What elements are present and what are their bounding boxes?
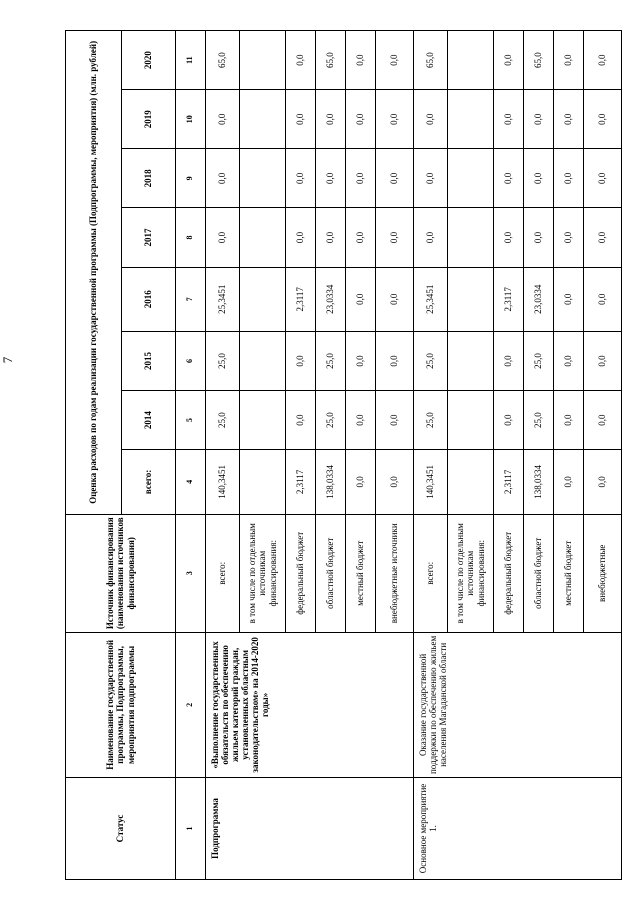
source-cell: областной бюджет [316,514,346,632]
header-status: Статус [66,777,176,879]
header-year: 2014 [122,391,176,450]
year-value-cell: 0,0 [346,149,376,208]
year-value-cell: 0,0 [346,267,376,331]
year-value-cell [240,332,286,391]
total-value-cell [448,450,494,514]
year-value-cell: 0,0 [376,208,414,267]
year-value-cell: 0,0 [346,391,376,450]
total-value-cell: 0,0 [554,450,584,514]
year-value-cell: 0,0 [414,90,448,149]
year-value-cell: 0,0 [524,90,554,149]
year-value-cell: 0,0 [376,149,414,208]
column-number: 7 [176,267,206,331]
total-value-cell [240,450,286,514]
source-cell: в том числе по отдельным источникам финансирования: [448,514,494,632]
source-cell: федеральный бюджет [494,514,524,632]
status-cell: Подпрограмма [206,777,414,879]
total-value-cell: 138,0334 [524,450,554,514]
year-value-cell: 25,0 [524,332,554,391]
year-value-cell: 25,0 [316,391,346,450]
year-value-cell: 25,0 [206,391,240,450]
table-row [206,31,240,880]
program-name-cell: Оказание государственной поддержки по обеспечению жильем населения Магаданской области [414,632,622,777]
header-source: Источник финансирования (наименования источников финансирования) [66,514,176,632]
year-value-cell: 65,0 [316,31,346,90]
year-value-cell: 0,0 [584,149,622,208]
year-value-cell: 25,0 [206,332,240,391]
year-value-cell: 0,0 [494,332,524,391]
total-value-cell: 2,3117 [286,450,316,514]
total-value-cell: 140,3451 [206,450,240,514]
header-year: 2019 [122,90,176,149]
header-total: всего: [122,450,176,514]
rotated-table-container [65,30,620,880]
year-value-cell: 0,0 [316,208,346,267]
source-cell: местный бюджет [346,514,376,632]
year-value-cell: 0,0 [554,31,584,90]
year-value-cell [240,208,286,267]
year-value-cell: 0,0 [286,31,316,90]
column-number: 6 [176,332,206,391]
year-value-cell: 0,0 [376,332,414,391]
year-value-cell: 0,0 [376,31,414,90]
source-cell: внебюджетные источники [376,514,414,632]
year-value-cell [240,31,286,90]
header-year: 2015 [122,332,176,391]
header-year: 2016 [122,267,176,331]
year-value-cell [240,391,286,450]
year-value-cell: 25,0 [414,332,448,391]
column-number: 4 [176,450,206,514]
year-value-cell: 65,0 [206,31,240,90]
header-name: Наименование государственной программы, Подпрограммы, мероприятия подпрограммы [66,632,176,777]
total-value-cell: 140,3451 [414,450,448,514]
year-value-cell: 23,0334 [316,267,346,331]
year-value-cell: 0,0 [346,31,376,90]
year-value-cell: 25,0 [524,391,554,450]
year-value-cell: 25,3451 [414,267,448,331]
year-value-cell: 0,0 [346,332,376,391]
column-number: 1 [176,777,206,879]
header-year: 2020 [122,31,176,90]
year-value-cell: 25,3451 [206,267,240,331]
year-value-cell: 65,0 [414,31,448,90]
table-row [414,31,448,880]
column-number: 2 [176,632,206,777]
year-value-cell: 65,0 [524,31,554,90]
total-value-cell: 0,0 [346,450,376,514]
program-name-cell: «Выполнение государственных обязательств по обеспечению жильем категорий граждан, установленных областным законодательством» на 2014-2020 годы» [206,632,414,777]
year-value-cell: 0,0 [376,267,414,331]
year-value-cell: 25,0 [414,391,448,450]
year-value-cell: 0,0 [554,149,584,208]
year-value-cell: 0,0 [414,149,448,208]
year-value-cell: 0,0 [584,31,622,90]
status-cell: Основное мероприятие 1. [414,777,622,879]
column-number: 9 [176,149,206,208]
year-value-cell [448,391,494,450]
year-value-cell: 0,0 [316,90,346,149]
year-value-cell [448,90,494,149]
table-body [206,31,622,880]
total-value-cell: 138,0334 [316,450,346,514]
year-value-cell: 0,0 [206,90,240,149]
year-value-cell [448,332,494,391]
year-value-cell: 0,0 [376,90,414,149]
year-value-cell: 0,0 [584,267,622,331]
year-value-cell: 0,0 [554,391,584,450]
year-value-cell: 0,0 [346,90,376,149]
column-number: 8 [176,208,206,267]
year-value-cell: 0,0 [376,391,414,450]
source-cell: местный бюджет [554,514,584,632]
source-cell: федеральный бюджет [286,514,316,632]
year-value-cell: 0,0 [584,391,622,450]
year-value-cell: 0,0 [286,149,316,208]
year-value-cell: 0,0 [286,90,316,149]
column-number: 10 [176,90,206,149]
header-estimate: Оценка расходов по годам реализации государственной программы (Подпрограммы, мероприятия) (млн. рублей) [66,31,122,515]
year-value-cell: 2,3117 [286,267,316,331]
page-number: 7 [0,356,15,364]
year-value-cell: 0,0 [286,332,316,391]
year-value-cell: 0,0 [494,90,524,149]
year-value-cell [240,90,286,149]
header-year: 2017 [122,208,176,267]
year-value-cell [448,208,494,267]
year-value-cell: 0,0 [554,267,584,331]
year-value-cell [448,267,494,331]
year-value-cell: 0,0 [554,208,584,267]
column-number: 11 [176,31,206,90]
source-cell: всего: [206,514,240,632]
total-value-cell: 0,0 [584,450,622,514]
year-value-cell [448,149,494,208]
year-value-cell: 0,0 [554,332,584,391]
year-value-cell [240,149,286,208]
year-value-cell: 0,0 [286,391,316,450]
year-value-cell: 0,0 [414,208,448,267]
source-cell: областной бюджет [524,514,554,632]
year-value-cell: 0,0 [554,90,584,149]
budget-table [65,30,622,880]
total-value-cell: 2,3117 [494,450,524,514]
year-value-cell [240,267,286,331]
column-number: 3 [176,514,206,632]
year-value-cell: 2,3117 [494,267,524,331]
year-value-cell: 0,0 [584,332,622,391]
year-value-cell: 25,0 [316,332,346,391]
year-value-cell: 0,0 [524,208,554,267]
source-cell: в том числе по отдельным источникам финансирования: [240,514,286,632]
source-cell: внебюджетные [584,514,622,632]
year-value-cell: 0,0 [286,208,316,267]
year-value-cell: 23,0334 [524,267,554,331]
year-value-cell: 0,0 [524,149,554,208]
year-value-cell: 0,0 [316,149,346,208]
year-value-cell: 0,0 [494,391,524,450]
year-value-cell: 0,0 [584,90,622,149]
source-cell: всего: [414,514,448,632]
year-value-cell: 0,0 [206,208,240,267]
year-value-cell: 0,0 [494,149,524,208]
year-value-cell [448,31,494,90]
year-value-cell: 0,0 [346,208,376,267]
year-value-cell: 0,0 [206,149,240,208]
total-value-cell: 0,0 [376,450,414,514]
year-value-cell: 0,0 [494,208,524,267]
year-value-cell: 0,0 [494,31,524,90]
column-number: 5 [176,391,206,450]
year-value-cell: 0,0 [584,208,622,267]
header-year: 2018 [122,149,176,208]
column-number-row [176,31,206,880]
